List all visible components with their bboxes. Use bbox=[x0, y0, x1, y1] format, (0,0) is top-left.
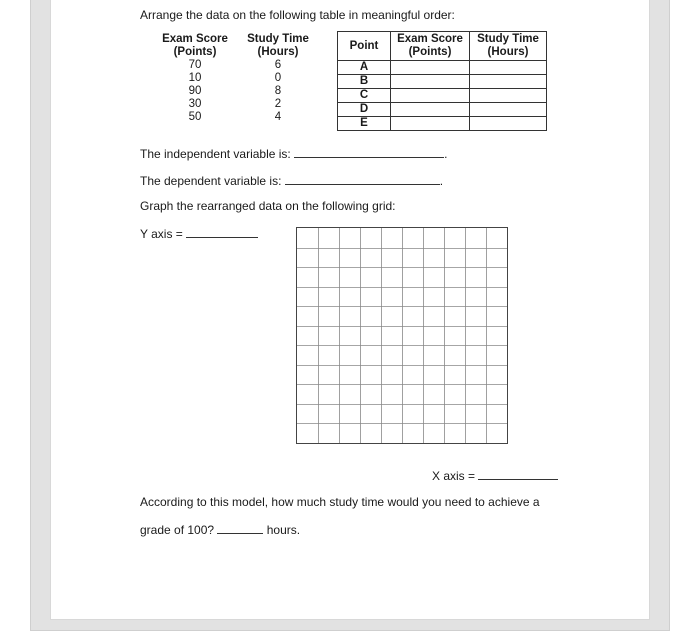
study-time-value: 8 bbox=[274, 85, 282, 97]
study-time-header-title: Study Time bbox=[477, 33, 539, 45]
period: . bbox=[439, 174, 444, 188]
exam-score-cell[interactable] bbox=[391, 103, 470, 117]
exam-score-unit: (Points) bbox=[173, 46, 217, 58]
study-time-unit: (Hours) bbox=[257, 46, 299, 58]
point-header: Point bbox=[338, 32, 391, 61]
point-label: A bbox=[338, 61, 391, 75]
period: . bbox=[444, 147, 448, 161]
exam-score-value: 50 bbox=[188, 111, 202, 123]
table-row bbox=[338, 75, 547, 89]
table-row bbox=[338, 117, 547, 131]
table-row bbox=[338, 61, 547, 75]
dependent-variable-line bbox=[140, 173, 443, 188]
exam-score-header bbox=[391, 32, 470, 61]
grid-lines bbox=[297, 228, 507, 443]
study-time-cell[interactable] bbox=[470, 75, 547, 89]
point-label: B bbox=[338, 75, 391, 89]
study-time-header: Study Time bbox=[247, 33, 309, 45]
exam-score-cell[interactable] bbox=[391, 61, 470, 75]
x-axis-blank[interactable] bbox=[478, 468, 558, 480]
exam-score-header: Exam Score bbox=[162, 33, 228, 45]
x-axis-line bbox=[432, 468, 558, 483]
y-axis-blank[interactable] bbox=[186, 226, 258, 238]
question-line-2 bbox=[140, 522, 300, 537]
question-line-1: According to this model, how much study time would you need to achieve a bbox=[140, 495, 540, 509]
instruction-graph: Graph the rearranged data on the following grid: bbox=[140, 199, 396, 213]
exam-score-cell[interactable] bbox=[391, 117, 470, 131]
study-time-header-unit: (Hours) bbox=[487, 46, 529, 58]
point-table bbox=[337, 31, 547, 131]
point-label: D bbox=[338, 103, 391, 117]
instruction-arrange: Arrange the data on the following table in meaningful order: bbox=[140, 8, 455, 22]
exam-score-column bbox=[160, 33, 230, 124]
study-time-value: 0 bbox=[274, 72, 282, 84]
x-axis-label: X axis = bbox=[432, 469, 476, 483]
graph-grid[interactable] bbox=[296, 227, 508, 444]
y-axis-label: Y axis = bbox=[140, 227, 183, 241]
study-time-cell[interactable] bbox=[470, 103, 547, 117]
study-time-value: 4 bbox=[274, 111, 282, 123]
independent-variable-line bbox=[140, 146, 447, 161]
exam-score-header-title: Exam Score bbox=[397, 33, 463, 45]
study-time-column bbox=[245, 33, 311, 124]
table-row bbox=[338, 103, 547, 117]
question-text: grade of 100? bbox=[140, 523, 215, 537]
dependent-variable-blank[interactable] bbox=[285, 173, 440, 185]
study-time-value: 6 bbox=[274, 59, 282, 71]
dependent-variable-label: The dependent variable is: bbox=[140, 174, 282, 188]
exam-score-cell[interactable] bbox=[391, 89, 470, 103]
point-label: C bbox=[338, 89, 391, 103]
study-time-header bbox=[470, 32, 547, 61]
study-time-cell[interactable] bbox=[470, 117, 547, 131]
study-time-value: 2 bbox=[274, 98, 282, 110]
table-row bbox=[338, 89, 547, 103]
exam-score-value: 10 bbox=[188, 72, 202, 84]
study-time-cell[interactable] bbox=[470, 89, 547, 103]
exam-score-value: 90 bbox=[188, 85, 202, 97]
exam-score-header-unit: (Points) bbox=[408, 46, 452, 58]
exam-score-cell[interactable] bbox=[391, 75, 470, 89]
hours-label: hours. bbox=[266, 523, 301, 537]
independent-variable-blank[interactable] bbox=[294, 146, 444, 158]
answer-blank[interactable] bbox=[217, 522, 263, 534]
exam-score-value: 30 bbox=[188, 98, 202, 110]
y-axis-line bbox=[140, 226, 258, 241]
point-label: E bbox=[338, 117, 391, 131]
independent-variable-label: The independent variable is: bbox=[140, 147, 291, 161]
study-time-cell[interactable] bbox=[470, 61, 547, 75]
exam-score-value: 70 bbox=[188, 59, 202, 71]
